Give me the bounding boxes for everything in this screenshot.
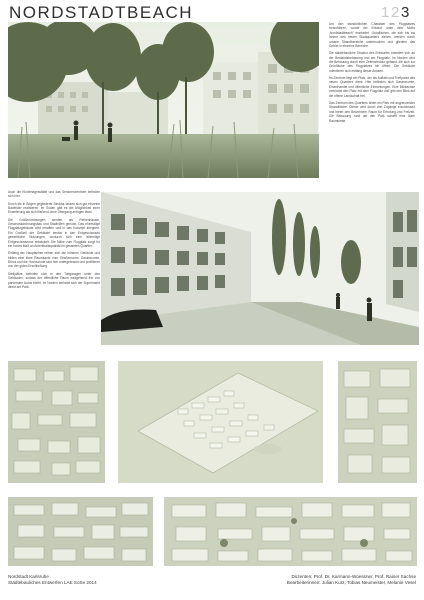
model-photo-bottom-left — [8, 497, 153, 566]
footer-authors: Bearbeiterinnen: Julian Kurz, Tobias Neumeister, Melanie Vesel — [286, 580, 416, 585]
right-text-column — [329, 22, 415, 126]
page-number-2: 2 — [391, 4, 400, 21]
model-photo-right — [338, 361, 417, 483]
page-title: NORDSTADTBEACH — [9, 3, 194, 22]
footer-location: Nordstadt Karlsruhe — [8, 574, 49, 579]
middle-paragraph-3: Die Größenordnungen werden als Reihenhäuser, Geschosswohnungsbau und Stadtvillen genutzt. Das ehemalige Flugplatzgebäude wird erhalten und in das Konzept integriert. Ein Großteil der Gebäude besitzt in den Erdgeschossen gewerbliche Nutzungen, wodurch sich eine lebendige Erdgeschosszone entwickelt. Die Nähe zum Flugplatz sorgt für ein hohes Maß an Aufenthaltsqualität im gesamten Quartier. — [8, 217, 100, 249]
model-photo-left — [8, 361, 105, 483]
page-number-1: 1 — [381, 4, 390, 21]
right-paragraph-1: Um den standörtlichen Charakter des Flugplatzes fortzuführen, wurde der Entwurf unter dem Motto „Nordstadtbeach" erarbeitet. Grünflächen, die sich bis ins Innere des neuen Stadtquartiers ziehen, werden durch urbane Strandbereiche unterbrochen und gliedern das Gebiet in einzelne Bereiche. — [329, 22, 415, 49]
footer-course: Städtebauliches Entwerfen LAE SoSe 2014 — [8, 580, 97, 585]
model-photo-bottom-right — [164, 497, 417, 566]
middle-left-text-column — [8, 190, 100, 292]
street-rendering — [101, 192, 419, 345]
footer-project-info — [8, 574, 97, 586]
middle-paragraph-5: Stellplätze befinden sich in den Tiefgaragen unter den Gebäuden, sodass der öffentliche Raum weitgehend frei von parkenden Autos bleibt. Im Norden befindet sich der Supermarkt direkt am Park. — [8, 271, 100, 289]
model-photo-overview — [118, 361, 323, 483]
right-paragraph-4: Das Zentrum des Quartiers bildet ein Park mit angrenzender Strandfläche. Dieser wird durch drei Zugänge erschlossen und bietet den Bewohnern Raum für Erholung und Freizeit. Die Bebauung rund um den Park schafft eine klare Raumkante. — [329, 100, 415, 123]
page-number-3-current: 3 — [401, 4, 410, 21]
right-paragraph-2: Die städtebauliche Struktur des Entwurfes orientiert sich an der Bestandsbebauung und am Flugplatz. Im Norden wird die Bebauung durch eine Zeilenstruktur gefasst, die sich zur Grünfläche des Flugplatzes hin öffnet. Die Gebäude orientieren sich entlang dieser Achsen. — [329, 51, 415, 73]
right-paragraph-3: Im Zentrum liegt ein Platz, der als Auftakt und Treffpunkt des neuen Quartiers dient. Hier befinden sich Gastronomie, Einzelhandel und öffentliche Einrichtungen. Eine Blickachse verbindet den Platz mit dem Flugplatz und gibt den Blick auf die offene Landschaft frei. — [329, 76, 415, 98]
middle-paragraph-4: Entlang der Hauptachse reihen sich die höheren Gebäude und bilden eine klare Raumkante zum Straßenraum. Gastronomie, Büros und die Hochschule sind hier untergebracht und profitieren von der guten Erschließung. — [8, 251, 100, 269]
middle-paragraph-2: Durch die in Bögen gegliederte Struktur lassen sich gut einzelne Baufelder realisieren. Im Süden gibt es die Möglichkeit einer Erweiterung als sich fließend ohne Übergang anfügen lässt. — [8, 201, 100, 215]
middle-paragraph-1: Auch die Kindertagesstätte und das Seniorenzentrum befinden sich hier. — [8, 190, 100, 199]
hero-rendering-beach-promenade — [8, 22, 319, 178]
footer-credits — [250, 574, 416, 586]
footer-lecturers: Dozenten: Prof. Dr. Karmann-Woessner, Prof. Rainer Sachse — [291, 574, 416, 579]
